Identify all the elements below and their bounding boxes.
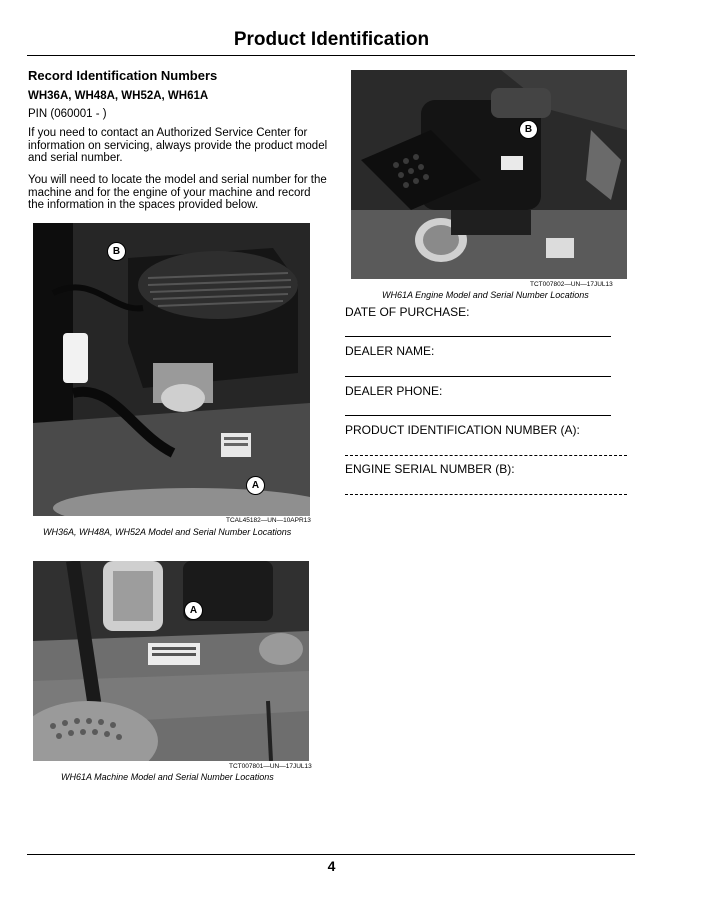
figure-caption-machine-61a: WH61A Machine Model and Serial Number Locations bbox=[61, 772, 274, 782]
dealer-phone-label: DEALER PHONE: bbox=[345, 384, 443, 398]
callout-a-machine-61a: A bbox=[184, 601, 203, 620]
header-rule bbox=[27, 55, 635, 56]
product-id-number-label: PRODUCT IDENTIFICATION NUMBER (A): bbox=[345, 423, 580, 437]
dealer-phone-line[interactable] bbox=[345, 415, 611, 416]
callout-a-main: A bbox=[246, 476, 265, 495]
engine-serial-number-line[interactable] bbox=[345, 494, 627, 495]
page-title: Product Identification bbox=[233, 29, 430, 50]
figure-caption-engine-61a: WH61A Engine Model and Serial Number Locations bbox=[382, 290, 589, 300]
product-id-number-line[interactable] bbox=[345, 455, 627, 456]
machine-photo-wh61a bbox=[33, 561, 309, 761]
model-list: WH36A, WH48A, WH52A, WH61A bbox=[28, 90, 209, 102]
engine-photo-drawing bbox=[351, 70, 627, 279]
machine-photo-drawing bbox=[33, 561, 309, 761]
pin-range: PIN (060001 - ) bbox=[28, 108, 107, 120]
callout-b-engine-61a: B bbox=[519, 120, 538, 139]
paragraph-locate: You will need to locate the model and serial number for the machine and for the engine of your machine and record the information in the spaces provided below. bbox=[28, 174, 327, 211]
date-of-purchase-label: DATE OF PURCHASE: bbox=[345, 305, 470, 319]
main-photo-drawing bbox=[33, 223, 310, 516]
dealer-name-label: DEALER NAME: bbox=[345, 344, 435, 358]
callout-b-main: B bbox=[107, 242, 126, 261]
paragraph-contact: If you need to contact an Authorized Service Center for information on servicing, always provide the product model and serial number. bbox=[28, 127, 328, 164]
engine-serial-number-label: ENGINE SERIAL NUMBER (B): bbox=[345, 462, 515, 476]
engine-photo-wh61a bbox=[351, 70, 627, 279]
figure-code-machine-61a: TCT007801—UN—17JUL13 bbox=[229, 763, 312, 770]
section-heading: Record Identification Numbers bbox=[28, 68, 218, 83]
date-of-purchase-line[interactable] bbox=[345, 336, 611, 337]
figure-caption-main: WH36A, WH48A, WH52A Model and Serial Number Locations bbox=[43, 527, 292, 537]
figure-code-main: TCAL45182—UN—10APR13 bbox=[226, 517, 311, 524]
engine-photo-wh36-52 bbox=[33, 223, 310, 516]
figure-code-engine-61a: TCT007802—UN—17JUL13 bbox=[530, 281, 613, 288]
page-number: 4 bbox=[327, 858, 336, 874]
dealer-name-line[interactable] bbox=[345, 376, 611, 377]
footer-rule bbox=[27, 854, 635, 855]
